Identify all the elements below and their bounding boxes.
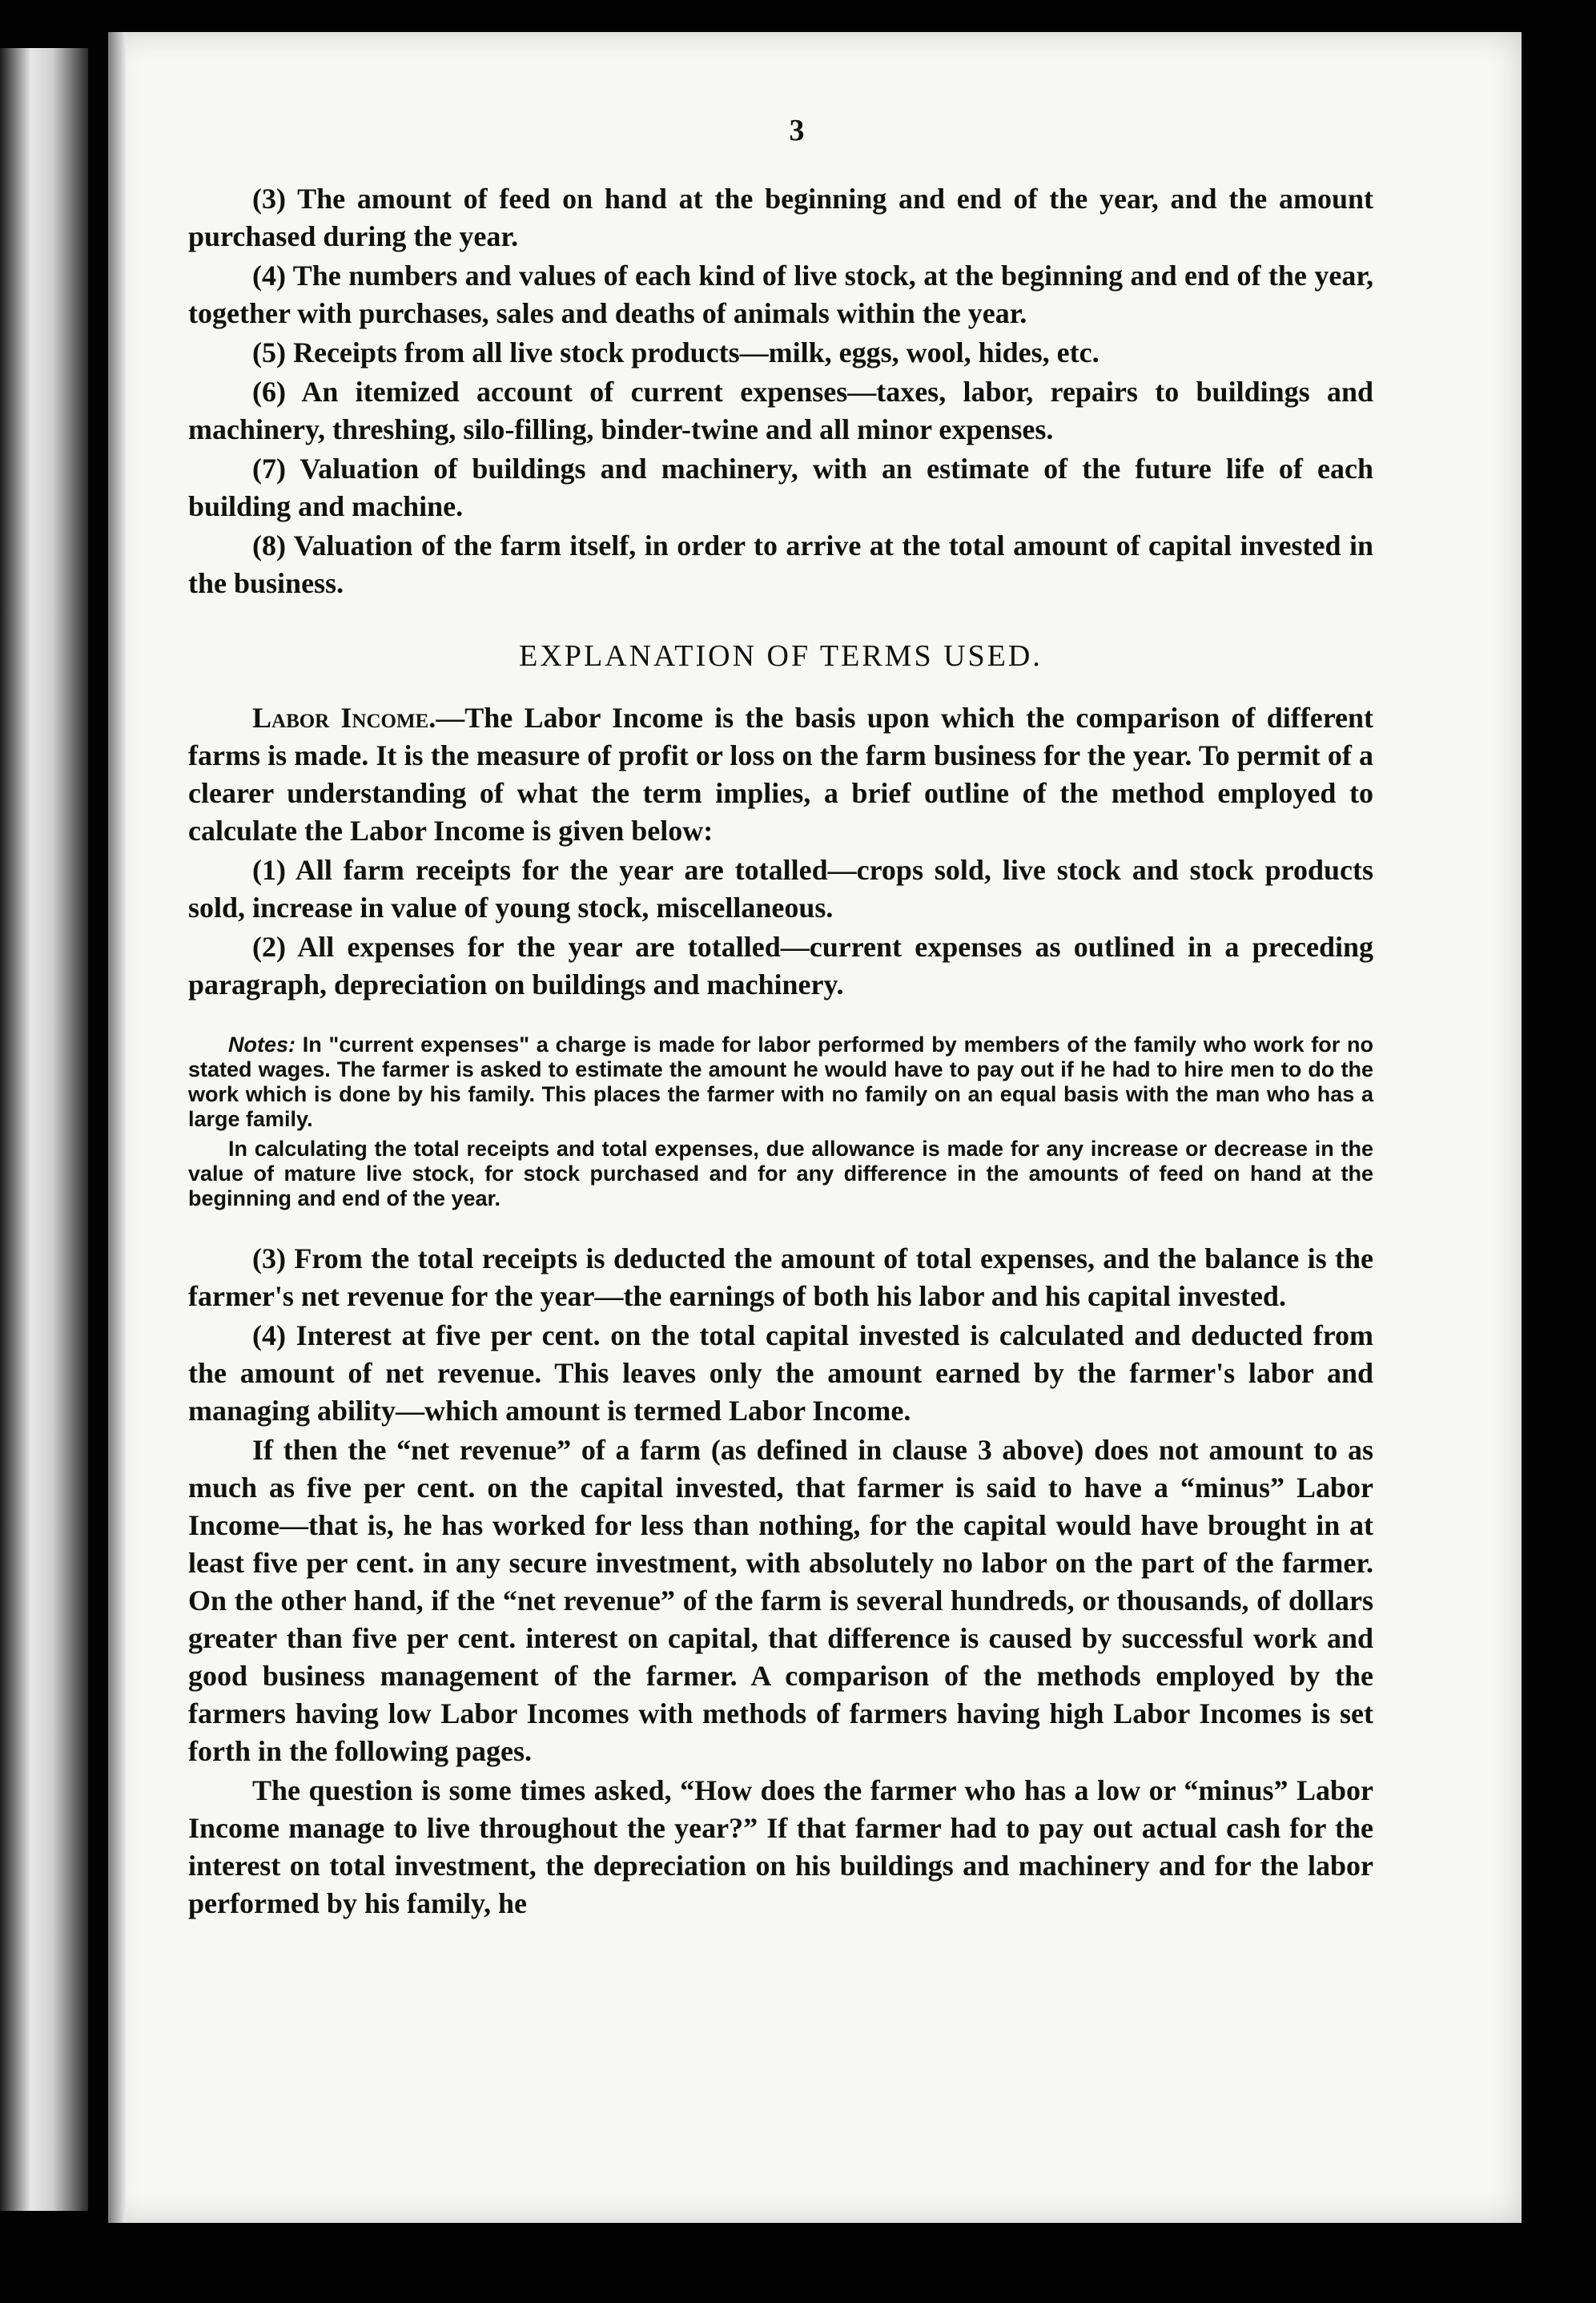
notes-first-text: In "current expenses" a charge is made for labor performed by members of the family who work for no stated wages. The farmer is asked to estimate the amount he would have to pay out if he had to hire men to do the work which is done by his family. This places the farmer with no family on an equal basis with the man who has a large family. — [188, 1033, 1373, 1131]
labor-income-paragraph — [188, 699, 1373, 850]
list-item: (6) An itemized account of current expenses—taxes, labor, repairs to buildings and machinery, threshing, silo-filling, binder-twine and all minor expenses. — [188, 376, 1373, 445]
notes-first — [188, 1033, 1373, 1132]
page-binding-shadow — [108, 32, 126, 2223]
step-item: (2) All expenses for the year are totalled—current expenses as outlined in a preceding paragraph, depreciation on buildings and machinery. — [188, 931, 1373, 1001]
section-heading: EXPLANATION OF TERMS USED. — [519, 639, 1043, 673]
step-item: (1) All farm receipts for the year are totalled—crops sold, live stock and stock products sold, increase in value of young stock, miscellaneous. — [188, 854, 1373, 924]
step-item: (4) Interest at five per cent. on the total capital invested is calculated and deducted from the amount of net revenue. This leaves only the amount earned by the farmer's labor and managing ability—which amount is termed Labor Income. — [188, 1319, 1373, 1427]
notes-block — [188, 1033, 1373, 1211]
page-content — [188, 112, 1373, 1924]
list-item: (8) Valuation of the farm itself, in order to arrive at the total amount of capital invested in the business. — [188, 529, 1373, 599]
notes-second: In calculating the total receipts and total expenses, due allowance is made for any increase or decrease in the value of mature live stock, for stock purchased and for any difference in the amounts of feed on hand at the beginning and end of the year. — [188, 1137, 1373, 1210]
list-item: (4) The numbers and values of each kind of live stock, at the beginning and end of the year, together with purchases, sales and deaths of animals within the year. — [188, 260, 1373, 329]
step-item: (3) From the total receipts is deducted the amount of total expenses, and the balance is the farmer's net revenue for the year—the earnings of both his labor and his capital invested. — [188, 1242, 1373, 1312]
document-page — [108, 32, 1522, 2223]
list-item: (3) The amount of feed on hand at the beginning and end of the year, and the amount purchased during the year. — [188, 183, 1373, 252]
labor-income-term: Labor Income. — [252, 702, 436, 734]
body-paragraph: If then the “net revenue” of a farm (as defined in clause 3 above) does not amount to as much as five per cent. on the capital invested, that farmer is said to have a “minus” Labor Income—that is, he has worked for less than nothing, for the capital would have brought in at least five per cent. in any secure investment, with absolutely no labor on the part of the farmer. On the other hand, if the “net revenue” of the farm is several hundreds, or thousands, of dollars greater than five per cent. interest on capital, that difference is caused by successful work and good business management of the farmer. A comparison of the methods employed by the farmers having low Labor Incomes with methods of farmers having high Labor Incomes is set forth in the following pages. — [188, 1434, 1373, 1767]
labor-income-text: —The Labor Income is the basis upon which the comparison of different farms is made. It is the measure of profit or loss on the farm business for the year. To permit of a clearer understanding of what the term implies, a brief outline of the method employed to calculate the Labor Income is given below: — [188, 702, 1374, 847]
list-item: (7) Valuation of buildings and machinery, with an estimate of the future life of each building and machine. — [188, 453, 1373, 522]
adjacent-page-edge — [0, 48, 88, 2211]
notes-label: Notes: — [228, 1033, 296, 1057]
list-item: (5) Receipts from all live stock products—milk, eggs, wool, hides, etc. — [252, 336, 1100, 368]
body-paragraph: The question is some times asked, “How does the farmer who has a low or “minus” Labor Income manage to live throughout the year?” If that farmer had to pay out actual cash for the interest on total investment, the depreciation on his buildings and machinery and for the labor performed by his family, he — [188, 1774, 1373, 1919]
page-number: 3 — [789, 114, 805, 147]
